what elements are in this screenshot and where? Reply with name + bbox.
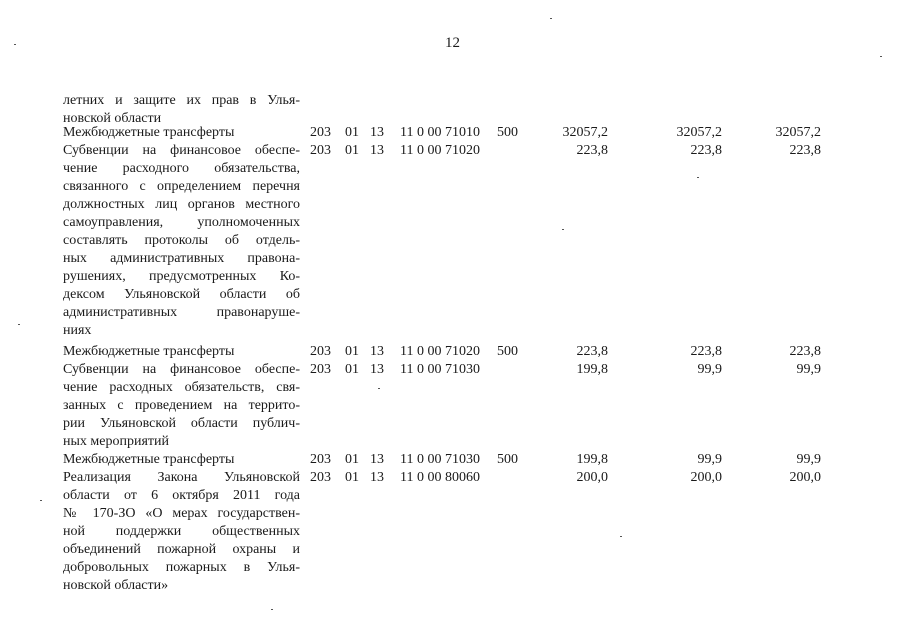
description-line: ных административных правона- bbox=[63, 251, 300, 266]
row-description bbox=[63, 469, 300, 595]
section-cell: 01 bbox=[345, 344, 359, 359]
section-cell: 01 bbox=[345, 362, 359, 377]
description-line: ных мероприятий bbox=[63, 434, 169, 449]
amount-year3-cell: 32057,2 bbox=[775, 125, 821, 140]
grbs-cell: 203 bbox=[310, 344, 331, 359]
scan-speck bbox=[880, 56, 882, 57]
amount-year3-cell: 223,8 bbox=[789, 143, 821, 158]
subsection-cell: 13 bbox=[370, 452, 384, 467]
description-line: рии Ульяновской области публич- bbox=[63, 416, 300, 431]
description-line: связанного с определением перечня bbox=[63, 179, 300, 194]
scan-speck bbox=[620, 536, 622, 537]
amount-year3-cell: 99,9 bbox=[796, 452, 821, 467]
description-line: Межбюджетные трансферты bbox=[63, 344, 235, 359]
description-line: Субвенции на финансовое обеспе- bbox=[63, 143, 300, 158]
expense-type-cell: 500 bbox=[497, 344, 518, 359]
description-line: новской области» bbox=[63, 578, 169, 593]
description-line: Субвенции на финансовое обеспе- bbox=[63, 362, 300, 377]
description-line: занных с проведением на террито- bbox=[63, 398, 300, 413]
amount-year1-cell: 200,0 bbox=[576, 470, 608, 485]
description-line: Реализация Закона Ульяновской bbox=[63, 470, 300, 485]
target-article-cell: 11 0 00 80060 bbox=[400, 470, 480, 485]
section-cell: 01 bbox=[345, 470, 359, 485]
page-number: 12 bbox=[445, 35, 460, 51]
amount-year2-cell: 223,8 bbox=[690, 143, 722, 158]
description-line: административных правонаруше- bbox=[63, 305, 300, 320]
row-description bbox=[63, 361, 300, 451]
target-article-cell: 11 0 00 71020 bbox=[400, 143, 480, 158]
section-cell: 01 bbox=[345, 143, 359, 158]
description-line: области от 6 октября 2011 года bbox=[63, 488, 300, 503]
description-line: объединений пожарной охраны и bbox=[63, 542, 300, 557]
target-article-cell: 11 0 00 71020 bbox=[400, 344, 480, 359]
description-line: составлять протоколы об отдель- bbox=[63, 233, 300, 248]
grbs-cell: 203 bbox=[310, 125, 331, 140]
amount-year3-cell: 200,0 bbox=[789, 470, 821, 485]
grbs-cell: 203 bbox=[310, 143, 331, 158]
scan-speck bbox=[562, 229, 564, 230]
description-line: рушениях, предусмотренных Ко- bbox=[63, 269, 300, 284]
description-line: № 170-ЗО «О мерах государствен- bbox=[63, 506, 300, 521]
description-line: чение расходных обязательств, свя- bbox=[63, 380, 300, 395]
amount-year1-cell: 223,8 bbox=[576, 143, 608, 158]
grbs-cell: 203 bbox=[310, 452, 331, 467]
scan-speck bbox=[40, 500, 42, 501]
description-line: дексом Ульяновской области об bbox=[63, 287, 300, 302]
amount-year3-cell: 99,9 bbox=[796, 362, 821, 377]
description-line: добровольных пожарных в Улья- bbox=[63, 560, 300, 575]
amount-year2-cell: 32057,2 bbox=[676, 125, 722, 140]
subsection-cell: 13 bbox=[370, 344, 384, 359]
scan-speck bbox=[697, 177, 699, 178]
scan-speck bbox=[18, 324, 20, 325]
row-description bbox=[63, 343, 300, 361]
target-article-cell: 11 0 00 71030 bbox=[400, 452, 480, 467]
amount-year3-cell: 223,8 bbox=[789, 344, 821, 359]
scan-speck bbox=[378, 388, 380, 389]
subsection-cell: 13 bbox=[370, 470, 384, 485]
description-line: чение расходного обязательства, bbox=[63, 161, 300, 176]
scan-speck bbox=[14, 44, 16, 45]
amount-year1-cell: 199,8 bbox=[576, 362, 608, 377]
subsection-cell: 13 bbox=[370, 143, 384, 158]
description-line: новской области bbox=[63, 111, 162, 126]
amount-year1-cell: 199,8 bbox=[576, 452, 608, 467]
amount-year1-cell: 223,8 bbox=[576, 344, 608, 359]
section-cell: 01 bbox=[345, 125, 359, 140]
amount-year1-cell: 32057,2 bbox=[562, 125, 608, 140]
grbs-cell: 203 bbox=[310, 362, 331, 377]
description-line: должностных лиц органов местного bbox=[63, 197, 300, 212]
grbs-cell: 203 bbox=[310, 470, 331, 485]
target-article-cell: 11 0 00 71010 bbox=[400, 125, 480, 140]
expense-type-cell: 500 bbox=[497, 125, 518, 140]
amount-year2-cell: 99,9 bbox=[697, 452, 722, 467]
row-description bbox=[63, 451, 300, 469]
section-cell: 01 bbox=[345, 452, 359, 467]
description-line: самоуправления, уполномоченных bbox=[63, 215, 300, 230]
subsection-cell: 13 bbox=[370, 125, 384, 140]
description-line: Межбюджетные трансферты bbox=[63, 452, 235, 467]
amount-year2-cell: 223,8 bbox=[690, 344, 722, 359]
description-line: ной поддержки общественных bbox=[63, 524, 300, 539]
scan-speck bbox=[550, 18, 552, 19]
description-line: Межбюджетные трансферты bbox=[63, 125, 235, 140]
row-description bbox=[63, 124, 300, 142]
amount-year2-cell: 99,9 bbox=[697, 362, 722, 377]
description-line: летних и защите их прав в Улья- bbox=[63, 93, 300, 108]
target-article-cell: 11 0 00 71030 bbox=[400, 362, 480, 377]
row-description bbox=[63, 92, 300, 128]
row-description bbox=[63, 142, 300, 340]
expense-type-cell: 500 bbox=[497, 452, 518, 467]
scan-speck bbox=[271, 609, 273, 610]
amount-year2-cell: 200,0 bbox=[690, 470, 722, 485]
description-line: ниях bbox=[63, 323, 92, 338]
subsection-cell: 13 bbox=[370, 362, 384, 377]
